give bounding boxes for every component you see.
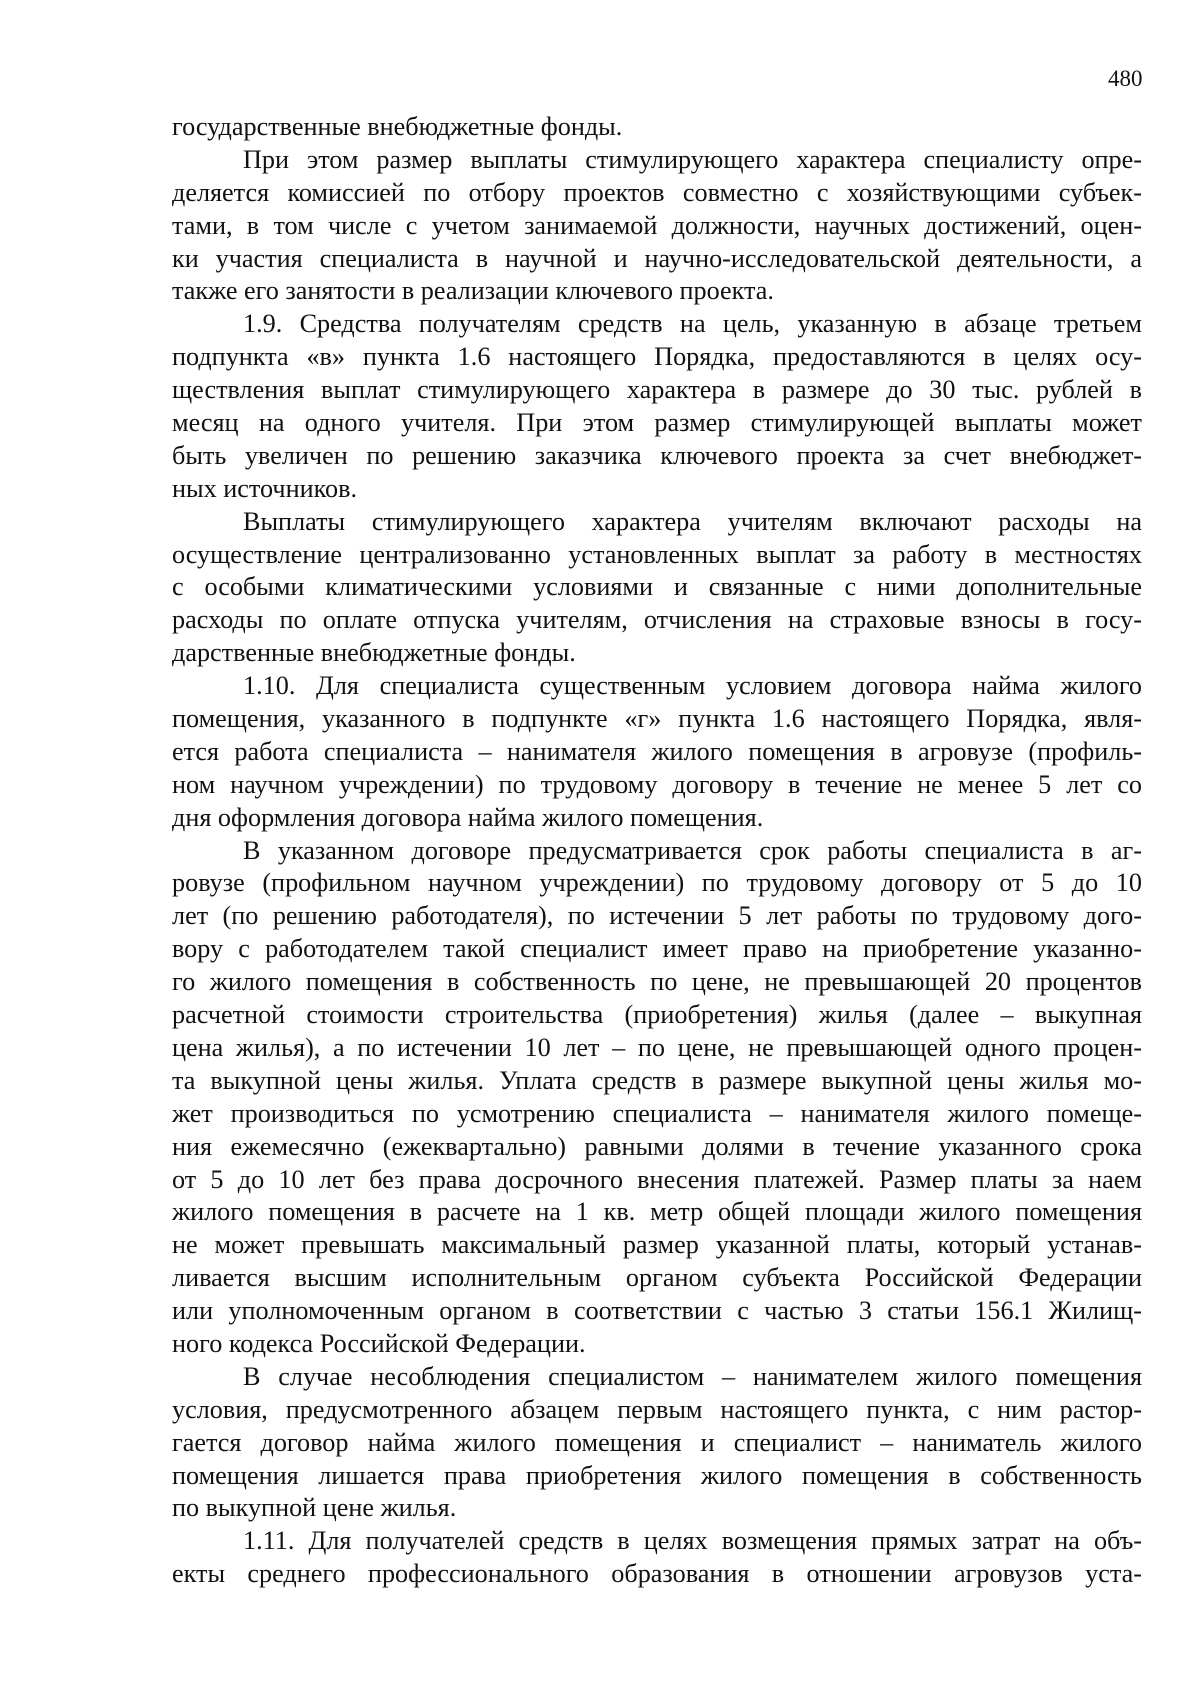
paragraph — [172, 670, 1142, 834]
text-line: не может превышать максимальный размер указанной платы, который устанав- — [172, 1230, 1142, 1260]
text-line: ки участия специалиста в научной и научно-исследовательской деятельности, а — [172, 243, 1142, 273]
text-line: также его занятости в реализации ключевого проекта. — [172, 276, 774, 306]
text-line: жет производиться по усмотрению специалиста – нанимателя жилого помеще- — [172, 1098, 1142, 1128]
text-line: помещения лишается права приобретения жилого помещения в собственность — [172, 1460, 1142, 1490]
text-line: месяц на одного учителя. При этом размер стимулирующей выплаты может — [172, 408, 1142, 438]
text-line: дня оформления договора найма жилого помещения. — [172, 802, 764, 832]
paragraph — [172, 1525, 1142, 1591]
text-line: 1.11. Для получателей средств в целях возмещения прямых затрат на объ- — [243, 1526, 1142, 1556]
paragraph — [172, 144, 1142, 308]
text-line: ния ежемесячно (ежеквартально) равными долями в течение указанного срока — [172, 1131, 1142, 1161]
text-line: гается договор найма жилого помещения и специалист – наниматель жилого — [172, 1427, 1142, 1457]
text-line: расчетной стоимости строительства (приобретения) жилья (далее – выкупная — [172, 1000, 1142, 1030]
text-line: ливается высшим исполнительным органом субъекта Российской Федерации — [172, 1263, 1142, 1293]
page-number: 480 — [1108, 66, 1143, 91]
text-line: екты среднего профессионального образования в отношении агровузов уста- — [172, 1559, 1142, 1589]
text-line: или уполномоченным органом в соответствии с частью 3 статьи 156.1 Жилищ- — [172, 1296, 1142, 1326]
text-line: лет (по решению работодателя), по истечении 5 лет работы по трудовому дого- — [172, 901, 1142, 931]
text-line: подпункта «в» пункта 1.6 настоящего Порядка, предоставляются в целях осу- — [172, 342, 1142, 372]
text-line: условия, предусмотренного абзацем первым настоящего пункта, с ним растор- — [172, 1394, 1142, 1424]
text-line: вору с работодателем такой специалист имеет право на приобретение указанно- — [172, 934, 1142, 964]
text-line: от 5 до 10 лет без права досрочного внесения платежей. Размер платы за наем — [172, 1164, 1142, 1194]
text-line: дарственные внебюджетные фонды. — [172, 638, 576, 668]
paragraph — [172, 835, 1142, 1361]
text-line: расходы по оплате отпуска учителям, отчисления на страховые взносы в госу- — [172, 605, 1142, 635]
text-line: ется работа специалиста – нанимателя жилого помещения в агровузе (профиль- — [172, 736, 1142, 766]
text-line: При этом размер выплаты стимулирующего характера специалисту опре- — [243, 144, 1142, 174]
text-line: ном научном учреждении) по трудовому договору в течение не менее 5 лет со — [172, 769, 1142, 799]
text-line: тами, в том числе с учетом занимаемой должности, научных достижений, оцен- — [172, 210, 1142, 240]
text-line: с особыми климатическими условиями и связанные с ними дополнительные — [172, 572, 1142, 602]
text-line: жилого помещения в расчете на 1 кв. метр общей площади жилого помещения — [172, 1197, 1142, 1227]
text-line: осуществление централизованно установленных выплат за работу в местностях — [172, 539, 1142, 569]
document-body — [172, 111, 1142, 1591]
text-line: 1.9. Средства получателям средств на цель, указанную в абзаце третьем — [243, 309, 1142, 339]
text-line: ного кодекса Российской Федерации. — [172, 1328, 586, 1358]
text-line: та выкупной цены жилья. Уплата средств в размере выкупной цены жилья мо- — [172, 1065, 1142, 1095]
text-line: го жилого помещения в собственность по цене, не превышающей 20 процентов — [172, 967, 1142, 997]
text-line: быть увеличен по решению заказчика ключевого проекта за счет внебюджет- — [172, 440, 1142, 470]
text-line: государственные внебюджетные фонды. — [172, 112, 623, 141]
text-line: ных источников. — [172, 473, 357, 503]
paragraph — [172, 1361, 1142, 1525]
text-line: ровузе (профильном научном учреждении) по трудовому договору от 5 до 10 — [172, 868, 1142, 898]
text-line: ществления выплат стимулирующего характера в размере до 30 тыс. рублей в — [172, 375, 1142, 405]
paragraph — [172, 506, 1142, 670]
text-line: В указанном договоре предусматривается срок работы специалиста в аг- — [243, 835, 1142, 865]
text-line: цена жилья), а по истечении 10 лет – по цене, не превышающей одного процен- — [172, 1032, 1142, 1062]
text-line: по выкупной цене жилья. — [172, 1493, 457, 1523]
text-line: Выплаты стимулирующего характера учителям включают расходы на — [243, 506, 1142, 536]
text-line: деляется комиссией по отбору проектов совместно с хозяйствующими субъек- — [172, 177, 1142, 207]
text-line: 1.10. Для специалиста существенным условием договора найма жилого — [243, 671, 1142, 701]
text-line: помещения, указанного в подпункте «г» пункта 1.6 настоящего Порядка, явля- — [172, 704, 1142, 734]
paragraph — [172, 308, 1142, 505]
text-line: В случае несоблюдения специалистом – нанимателем жилого помещения — [243, 1361, 1142, 1391]
paragraph — [172, 111, 1142, 144]
